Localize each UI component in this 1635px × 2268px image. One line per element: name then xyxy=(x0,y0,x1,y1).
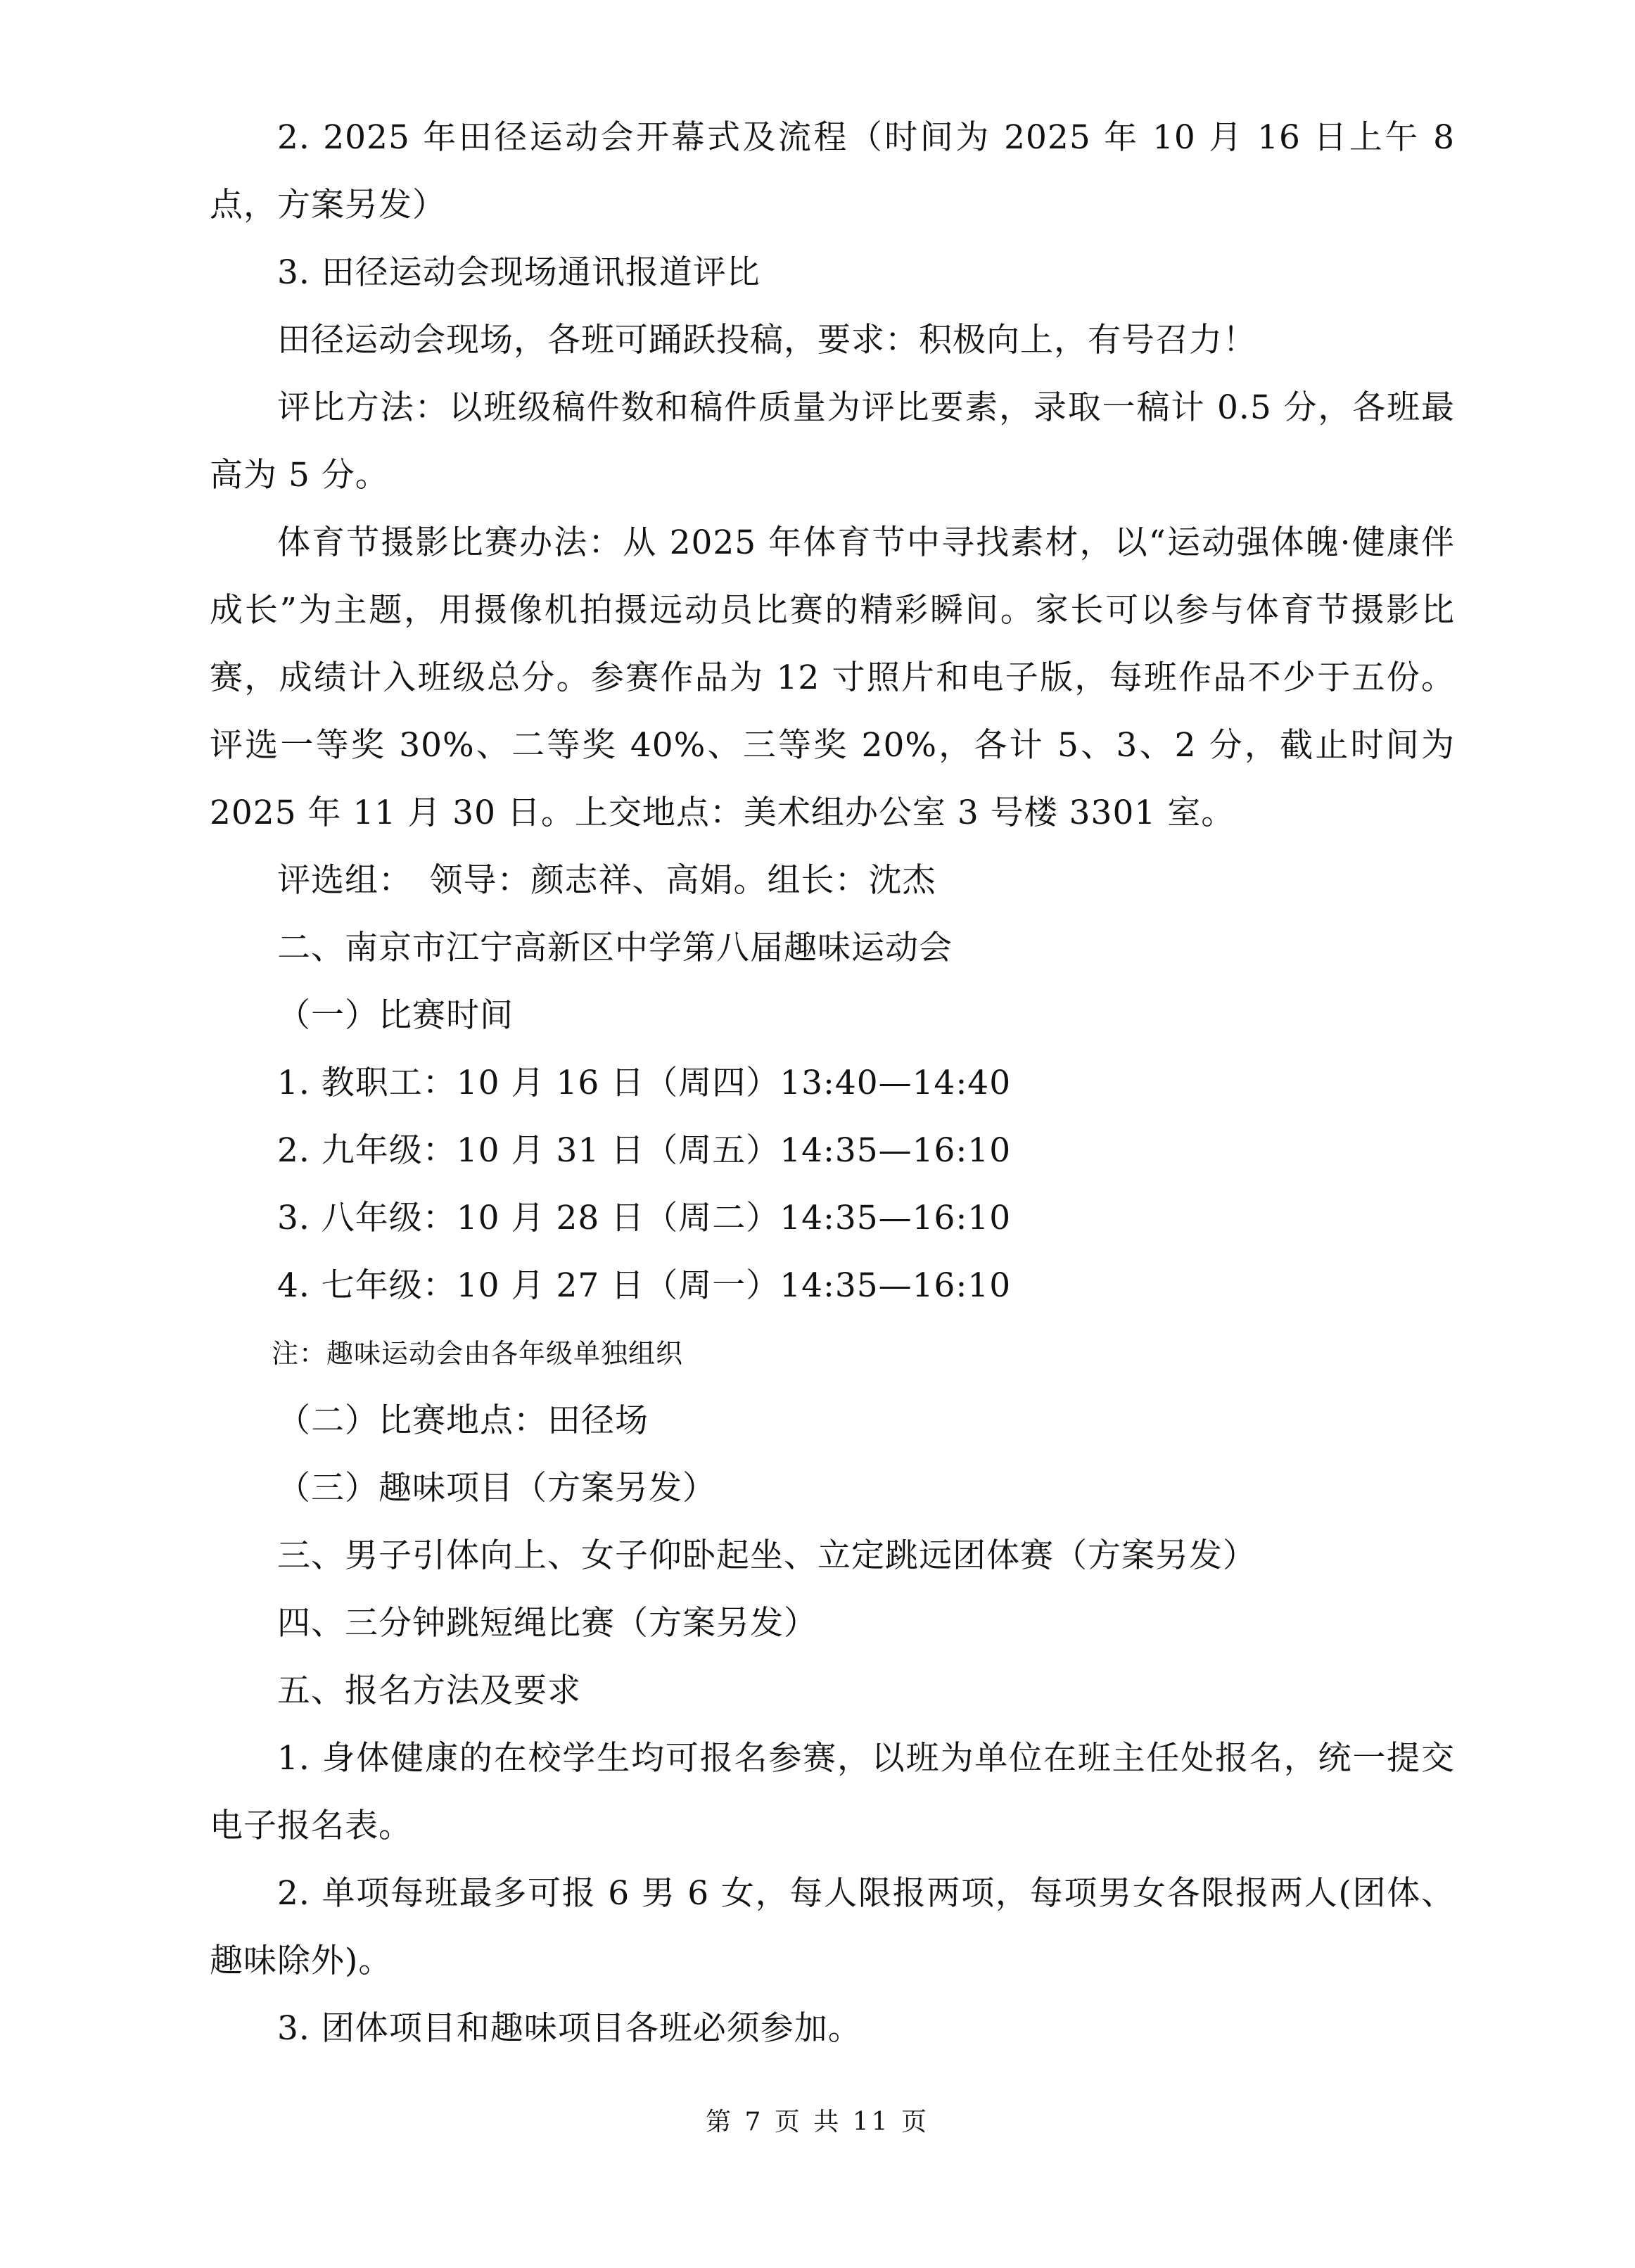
section-heading-registration: 五、报名方法及要求 xyxy=(277,1671,581,1710)
paragraph-judging-panel: 评选组： 领导：颜志祥、高娟。组长：沈杰 xyxy=(277,861,936,900)
subheading-fun-events: （三）趣味项目（方案另发） xyxy=(277,1469,716,1508)
document-body xyxy=(210,104,1455,2063)
schedule-item-staff: 1. 教职工：10 月 16 日（周四）13:40—14:40 xyxy=(277,1064,1012,1102)
registration-rule-2: 2. 单项每班最多可报 6 男 6 女，每人限报两项，每项男女各限报两人(团体、趣味除外)。 xyxy=(210,1874,1455,1980)
section-heading-rope-skipping: 四、三分钟跳短绳比赛（方案另发） xyxy=(277,1604,818,1643)
section-heading-fun-games: 二、南京市江宁高新区中学第八届趣味运动会 xyxy=(277,929,953,967)
section-heading-team-contest: 三、男子引体向上、女子仰卧起坐、立定跳远团体赛（方案另发） xyxy=(277,1536,1257,1575)
subheading-venue: （二）比赛地点：田径场 xyxy=(277,1401,649,1440)
paragraph-opening-ceremony: 2. 2025 年田径运动会开幕式及流程（时间为 2025 年 10 月 16 日上午 8 点，方案另发） xyxy=(210,118,1455,224)
registration-rule-3: 3. 团体项目和趣味项目各班必须参加。 xyxy=(277,2009,862,2048)
paragraph-news-contest-requirements: 田径运动会现场，各班可踊跃投稿，要求：积极向上，有号召力！ xyxy=(277,321,1257,359)
schedule-item-grade7: 4. 七年级：10 月 27 日（周一）14:35—16:10 xyxy=(277,1266,1012,1305)
paragraph-photo-contest: 体育节摄影比赛办法：从 2025 年体育节中寻找素材，以“运动强体魄·健康伴成长”为主题，用摄像机拍摄远动员比赛的精彩瞬间。家长可以参与体育节摄影比赛，成绩计入班级总分。参赛作品为 12 寸照片和电子版，每班作品不少于五份。评选一等奖 30%、二等奖 40%、三等奖 20%，各计 5、3、2 分，截止时间为 2025 年 11 月 30 日。上交地点：美术组办公室 3 号楼 3301 室。 xyxy=(210,523,1455,832)
schedule-item-grade8: 3. 八年级：10 月 28 日（周二）14:35—16:10 xyxy=(277,1199,1012,1237)
schedule-note: 注：趣味运动会由各年级单独组织 xyxy=(272,1338,684,1369)
subheading-schedule: （一）比赛时间 xyxy=(277,996,514,1035)
registration-rule-1: 1. 身体健康的在校学生均可报名参赛，以班为单位在班主任处报名，统一提交电子报名表。 xyxy=(210,1739,1455,1845)
page-number-footer: 第 7 页 共 11 页 xyxy=(706,2108,929,2136)
paragraph-scoring-method: 评比方法：以班级稿件数和稿件质量为评比要素，录取一稿计 0.5 分，各班最高为 5 分。 xyxy=(210,388,1455,495)
schedule-item-grade9: 2. 九年级：10 月 31 日（周五）14:35—16:10 xyxy=(277,1131,1012,1170)
paragraph-news-contest-heading: 3. 田径运动会现场通讯报道评比 xyxy=(277,253,761,292)
